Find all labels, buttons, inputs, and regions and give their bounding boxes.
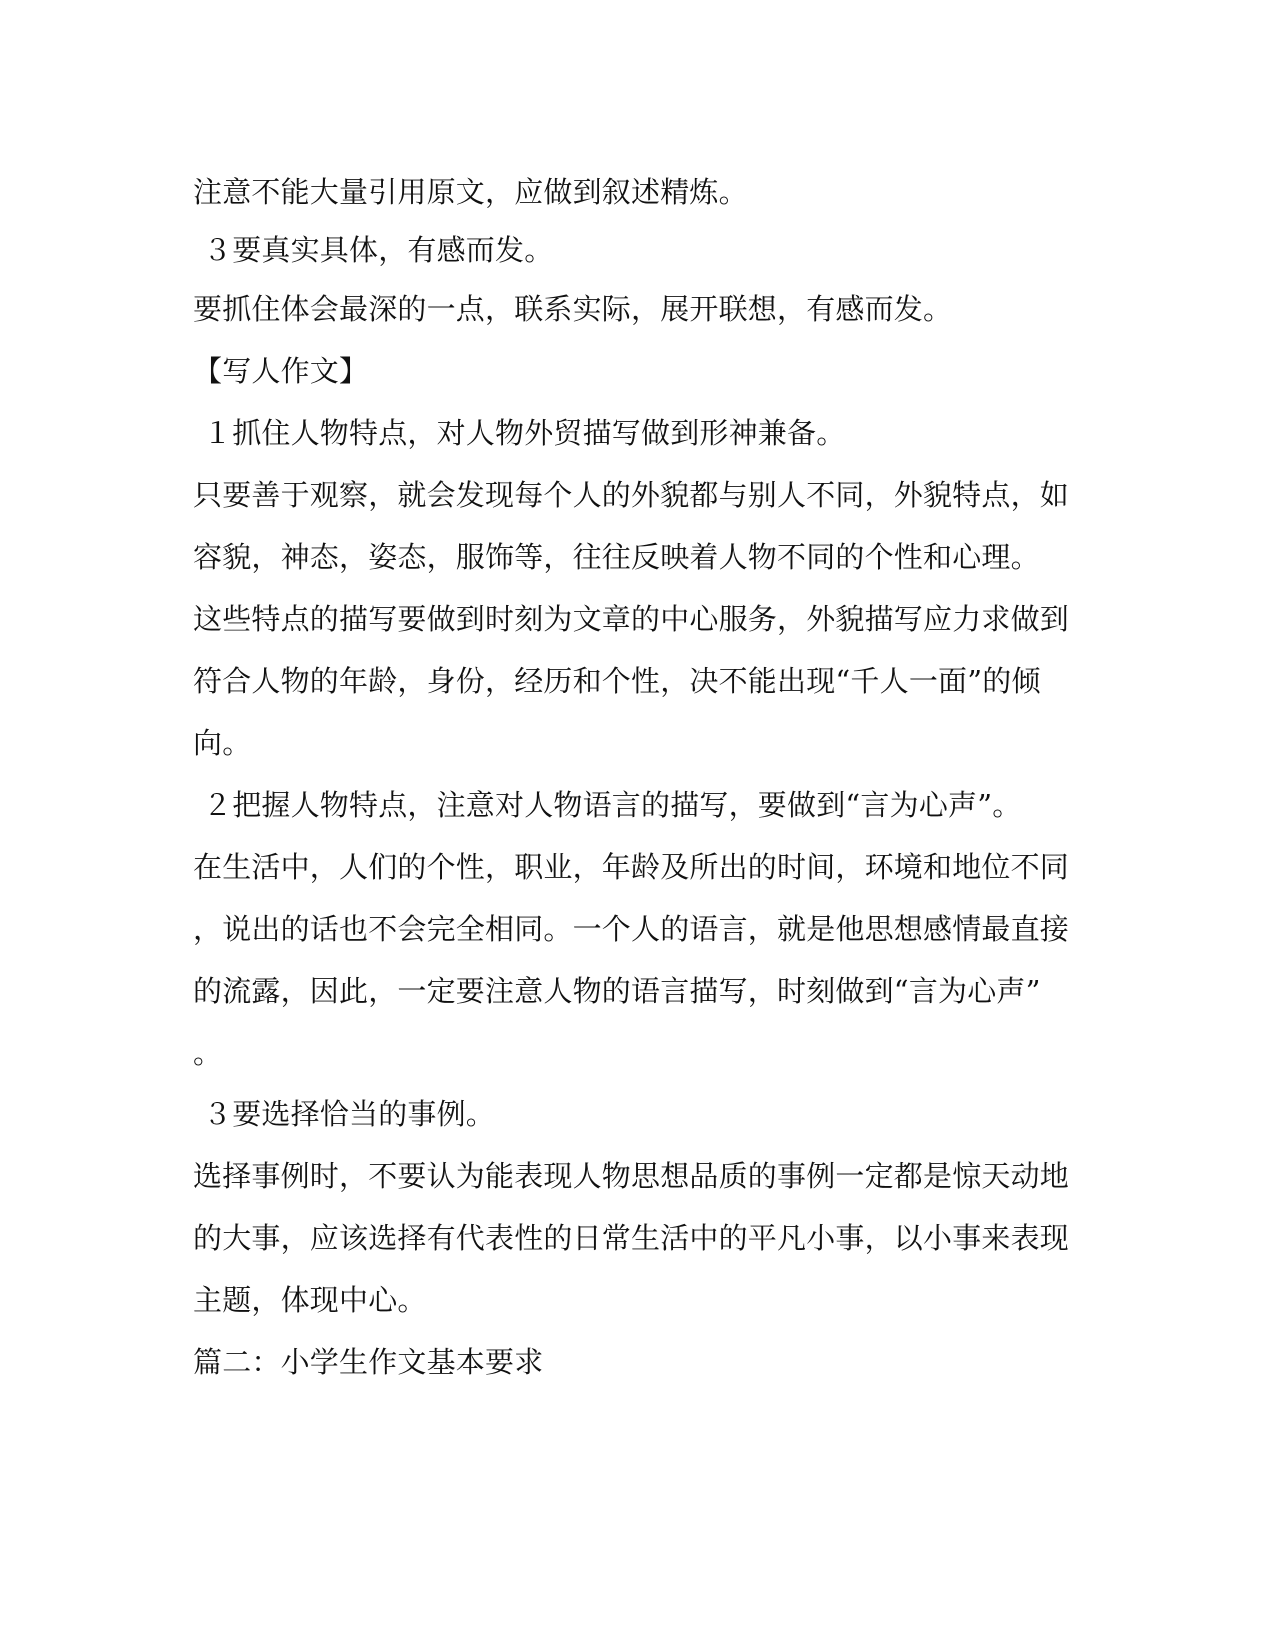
text-line: 符合人物的年龄，身份，经历和个性，决不能出现“千人一面”的倾 [193, 664, 1041, 698]
text-line: 主题，体现中心。 [193, 1283, 427, 1317]
text-line: 这些特点的描写要做到时刻为文章的中心服务，外貌描写应力求做到 [193, 602, 1070, 636]
text-line: 向。 [193, 726, 252, 760]
text-line: 要抓住体会最深的一点，联系实际，展开联想，有感而发。 [193, 292, 953, 326]
text-line: 的流露，因此，一定要注意人物的语言描写，时刻做到“言为心声” [193, 974, 1041, 1008]
text-line: 的大事，应该选择有代表性的日常生活中的平凡小事，以小事来表现 [193, 1221, 1070, 1255]
text-line: 选择事例时，不要认为能表现人物思想品质的事例一定都是惊天动地 [193, 1159, 1070, 1193]
text-line: １抓住人物特点，对人物外贸描写做到形神兼备。 [203, 416, 846, 450]
section-heading: 【写人作文】 [193, 354, 369, 388]
text-line: ２把握人物特点，注意对人物语言的描写，要做到“言为心声”。 [203, 788, 1022, 822]
text-line: 。 [193, 1036, 223, 1070]
text-line: 容貌，神态，姿态，服饰等，往往反映着人物不同的个性和心理。 [193, 540, 1040, 574]
section-heading: 篇二：小学生作文基本要求 [193, 1345, 544, 1379]
text-line: ３要选择恰当的事例。 [203, 1097, 496, 1131]
text-line: 在生活中，人们的个性，职业，年龄及所出的时间，环境和地位不同 [193, 850, 1070, 884]
text-line: ，说出的话也不会完全相同。一个人的语言，就是他思想感情最直接 [193, 912, 1070, 946]
text-line: 只要善于观察，就会发现每个人的外貌都与别人不同，外貌特点，如 [193, 478, 1070, 512]
text-line: ３要真实具体，有感而发。 [203, 233, 554, 267]
text-line: 注意不能大量引用原文，应做到叙述精炼。 [193, 175, 748, 209]
